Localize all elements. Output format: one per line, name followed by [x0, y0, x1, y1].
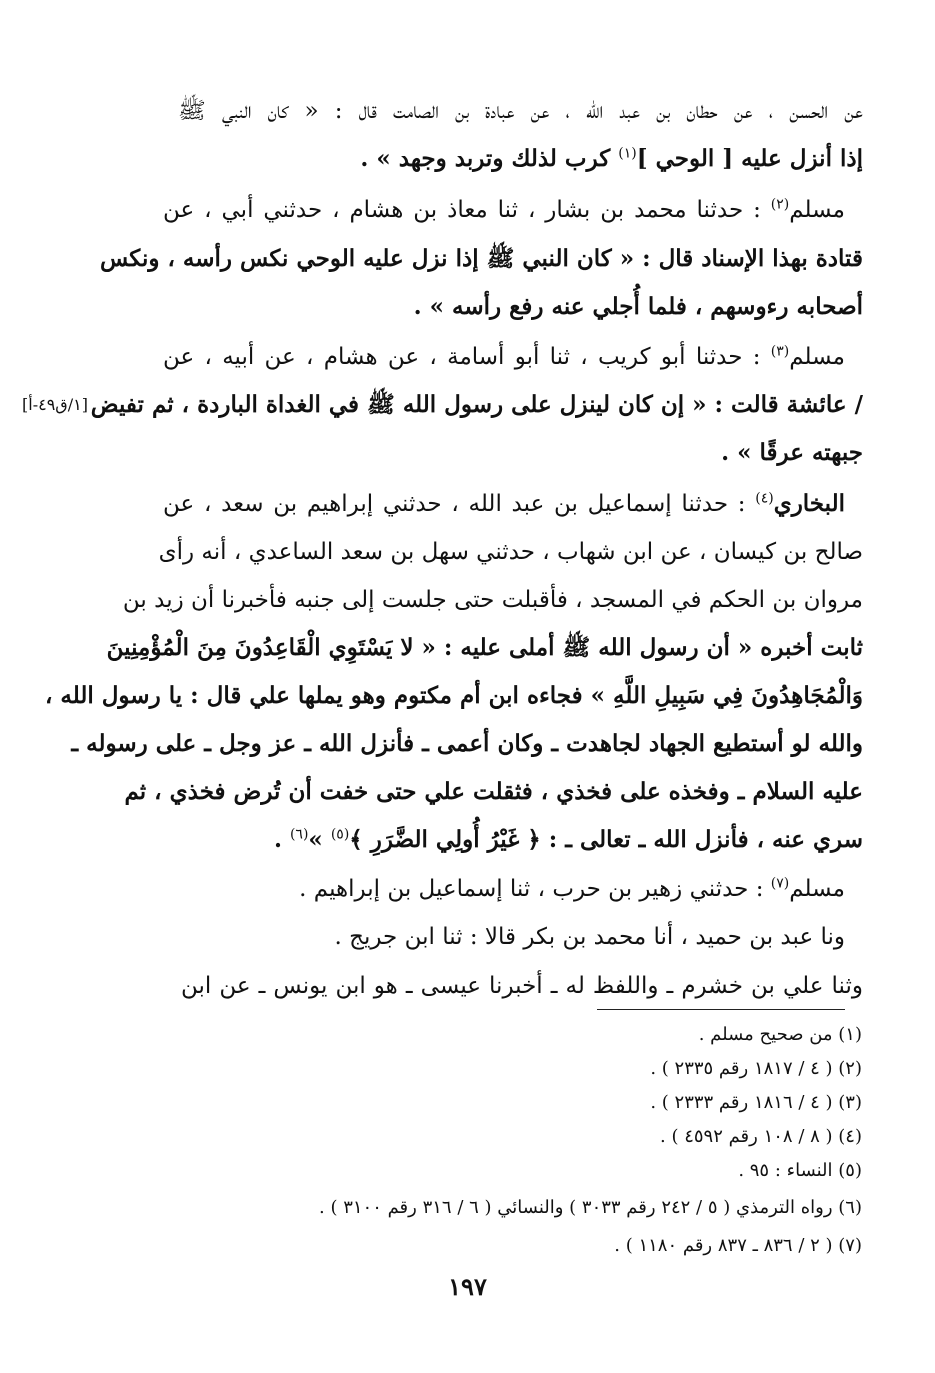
footnote-ref[interactable]: (١) — [618, 145, 637, 162]
text-span: قتادة بهذا الإسناد قال : « كان النبي ﷺ إذا نزل عليه الوحي نكس رأسه ، ونكس — [99, 245, 863, 272]
text-line — [181, 969, 863, 1003]
text-span: مروان بن الحكم في المسجد ، فأقبلت حتى جلست إلى جنبه فأخبرنا أن زيد بن — [122, 587, 863, 613]
text-span: أصحابه رءوسهم ، فلما أُجلي عنه رفع رأسه » . — [413, 293, 863, 320]
source-name: مسلم — [789, 876, 845, 902]
footnote: (٣) ( ٤ / ١٨١٦ رقم ٢٣٣٣ ) . — [650, 1092, 862, 1113]
text-line — [163, 193, 863, 227]
text-span: كرب لذلك وتربد وجهد » . — [360, 145, 619, 172]
text-line — [414, 290, 863, 324]
text-line — [99, 242, 863, 276]
text-line — [274, 823, 863, 857]
text-span: والله لو أستطيع الجهاد لجاهدت ـ وكان أعمى ـ فأنزل الله ـ عز وجل ـ على رسوله ـ — [71, 730, 863, 757]
footnote-ref[interactable]: (٦) — [289, 826, 309, 843]
footnote: (٢) ( ٤ / ١٨١٧ رقم ٢٣٣٥ ) . — [650, 1058, 862, 1079]
text-span: » — [308, 826, 331, 853]
text-line — [90, 388, 863, 422]
text-span: صالح بن كيسان ، عن ابن شهاب ، حدثني سهل بن سعد الساعدي ، أنه رأى — [158, 539, 863, 565]
footnote: (٦) رواه الترمذي ( ٥ / ٢٤٢ رقم ٣٠٣٣ ) والنسائي ( ٦ / ٣١٦ رقم ٣١٠٠ ) . — [319, 1197, 862, 1218]
text-span: : حدثنا أبو كريب ، ثنا أبو أسامة ، عن هشام ، عن أبيه ، عن — [163, 344, 771, 370]
text-line — [158, 535, 863, 569]
text-span: : حدثنا إسماعيل بن عبد الله ، حدثني إبراهيم بن سعد ، عن — [163, 491, 756, 517]
text-span: إذا أنزل عليه [ الوحي ] — [636, 145, 863, 172]
text-span: . — [273, 826, 290, 853]
text-line — [721, 436, 863, 470]
footnote: (١) من صحيح مسلم . — [698, 1024, 862, 1045]
text-line — [163, 487, 863, 521]
text-span: سري عنه ، فأنزل الله ـ تعالى ـ : ﴿ غَيْرُ أُولِي الضَّرَرِ ﴾ — [349, 826, 863, 853]
footnote-ref[interactable]: (٤) — [755, 490, 774, 507]
text-span: وَالْمُجَاهِدُونَ فِي سَبِيلِ اللَّهِ » فجاءه ابن أم مكتوم وهو يملها علي قال : يا رسول الله ، — [44, 682, 863, 709]
text-line — [360, 142, 863, 176]
text-line — [163, 340, 863, 374]
footnote: (٤) ( ٨ / ١٠٨ رقم ٤٥٩٢ ) . — [660, 1126, 862, 1147]
source-name: البخاري — [773, 490, 845, 517]
footnote-divider — [597, 1009, 845, 1010]
text-span: : حدثنا محمد بن بشار ، ثنا معاذ بن هشام ، حدثني أبي ، عن — [163, 197, 771, 223]
footnote-ref[interactable]: (٧) — [770, 875, 790, 892]
manuscript-folio-note: [١/ق٤٩-أ] — [22, 395, 88, 414]
text-line — [71, 727, 863, 761]
footnote-ref[interactable]: (٣) — [770, 343, 790, 360]
source-name: مسلم — [789, 197, 845, 223]
source-name: مسلم — [789, 344, 845, 370]
page-number: ١٩٧ — [448, 1272, 487, 1301]
footnote: (٧) ( ٢ / ٨٣٦ ـ ٨٣٧ رقم ١١٨٠ ) . — [614, 1235, 862, 1256]
text-span: / عائشة قالت : « إن كان لينزل على رسول الله ﷺ في الغداة الباردة ، ثم تفيض — [90, 391, 863, 418]
footnote-ref[interactable]: (٢) — [770, 196, 790, 213]
text-span: عليه السلام ـ وفخذه على فخذي ، فثقلت علي حتى خفت أن تُرض فخذي ، ثم — [124, 778, 863, 805]
text-line — [106, 631, 863, 665]
text-line — [122, 583, 863, 617]
footnote-ref[interactable]: (٥) — [330, 826, 350, 843]
text-line — [299, 872, 863, 906]
text-span: وثنا علي بن خشرم ـ واللفظ له ـ أخبرنا عيسى ـ هو ابن يونس ـ عن ابن — [181, 973, 863, 999]
text-line — [178, 94, 863, 128]
text-span: ونا عبد بن حميد ، أنا محمد بن بكر قالا : ثنا ابن جريج . — [334, 924, 845, 950]
text-span: : حدثني زهير بن حرب ، ثنا إسماعيل بن إبراهيم . — [299, 876, 771, 902]
text-line — [44, 679, 863, 713]
footnote: (٥) النساء : ٩٥ . — [738, 1160, 862, 1181]
text-span: ثابت أخبره « أن رسول الله ﷺ أملى عليه : « لا يَسْتَوِي الْقَاعِدُونَ مِنَ الْمُؤْمِنِينَ — [106, 634, 863, 661]
text-line — [124, 775, 863, 809]
text-span: جبهته عرقًا » . — [721, 439, 863, 466]
text-line — [335, 920, 846, 954]
text-span: عن الحسن ، عن حطان بن عبد الله ، عن عبادة بن الصامت قال : « كان النبي ﷺ — [178, 98, 863, 124]
